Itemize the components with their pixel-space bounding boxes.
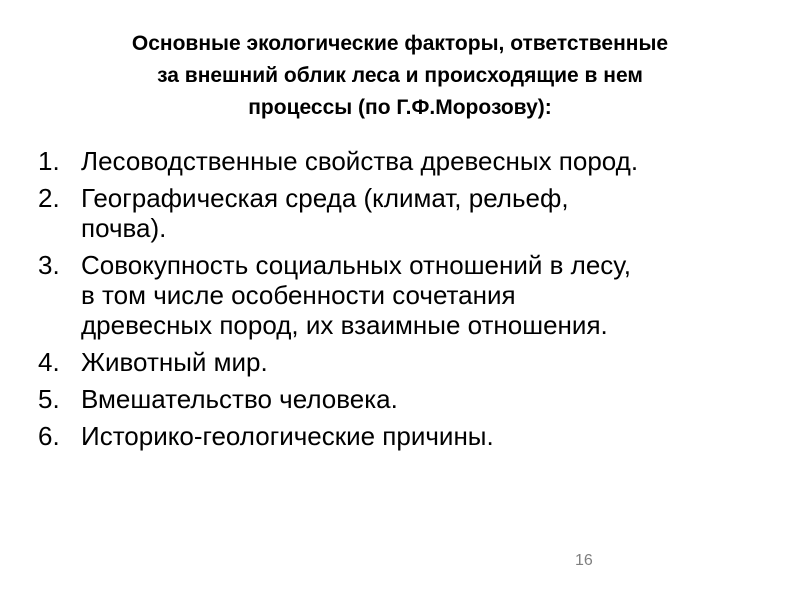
list-item-factor-5 bbox=[38, 384, 778, 414]
list-item-text bbox=[81, 384, 778, 414]
list-item-line: Совокупность социальных отношений в лесу, bbox=[81, 250, 631, 280]
list-item-text bbox=[81, 183, 778, 243]
list-item-text bbox=[81, 146, 778, 176]
list-item-text bbox=[81, 347, 778, 377]
page-number: 16 bbox=[575, 552, 593, 569]
list-item-line: Лесоводственные свойства древесных пород. bbox=[81, 146, 639, 176]
list-item-line: в том числе особенности сочетания bbox=[81, 280, 516, 310]
list-number: 5. bbox=[38, 384, 60, 414]
title-line-1: Основные экологические факторы, ответственные bbox=[131, 32, 669, 55]
list-item-factor-2 bbox=[38, 183, 778, 243]
list-item-factor-6 bbox=[38, 421, 778, 451]
list-item-text bbox=[81, 421, 778, 451]
list-item-line: Географическая среда (климат, рельеф, bbox=[81, 183, 569, 213]
list-item-factor-4 bbox=[38, 347, 778, 377]
list-number: 6. bbox=[38, 421, 60, 451]
list-item-line: Вмешательство человека. bbox=[81, 384, 398, 414]
title-line-2: за внешний облик леса и происходящие в нем bbox=[157, 64, 643, 87]
list-item-text bbox=[81, 250, 778, 340]
list-number: 1. bbox=[38, 146, 60, 176]
list-number: 2. bbox=[38, 183, 60, 213]
list-item-line: древесных пород, их взаимные отношения. bbox=[81, 310, 608, 340]
list-item-factor-1 bbox=[38, 146, 778, 176]
list-item-line: Историко-геологические причины. bbox=[81, 421, 494, 451]
list-number: 4. bbox=[38, 347, 60, 377]
list-number: 3. bbox=[38, 250, 60, 280]
list-item-line: почва). bbox=[81, 213, 167, 243]
title-line-3: процессы (по Г.Ф.Морозову): bbox=[248, 96, 552, 119]
list-item-line: Животный мир. bbox=[81, 347, 268, 377]
list-item-factor-3 bbox=[38, 250, 778, 340]
slide-title bbox=[40, 28, 760, 124]
factor-list bbox=[38, 146, 778, 458]
